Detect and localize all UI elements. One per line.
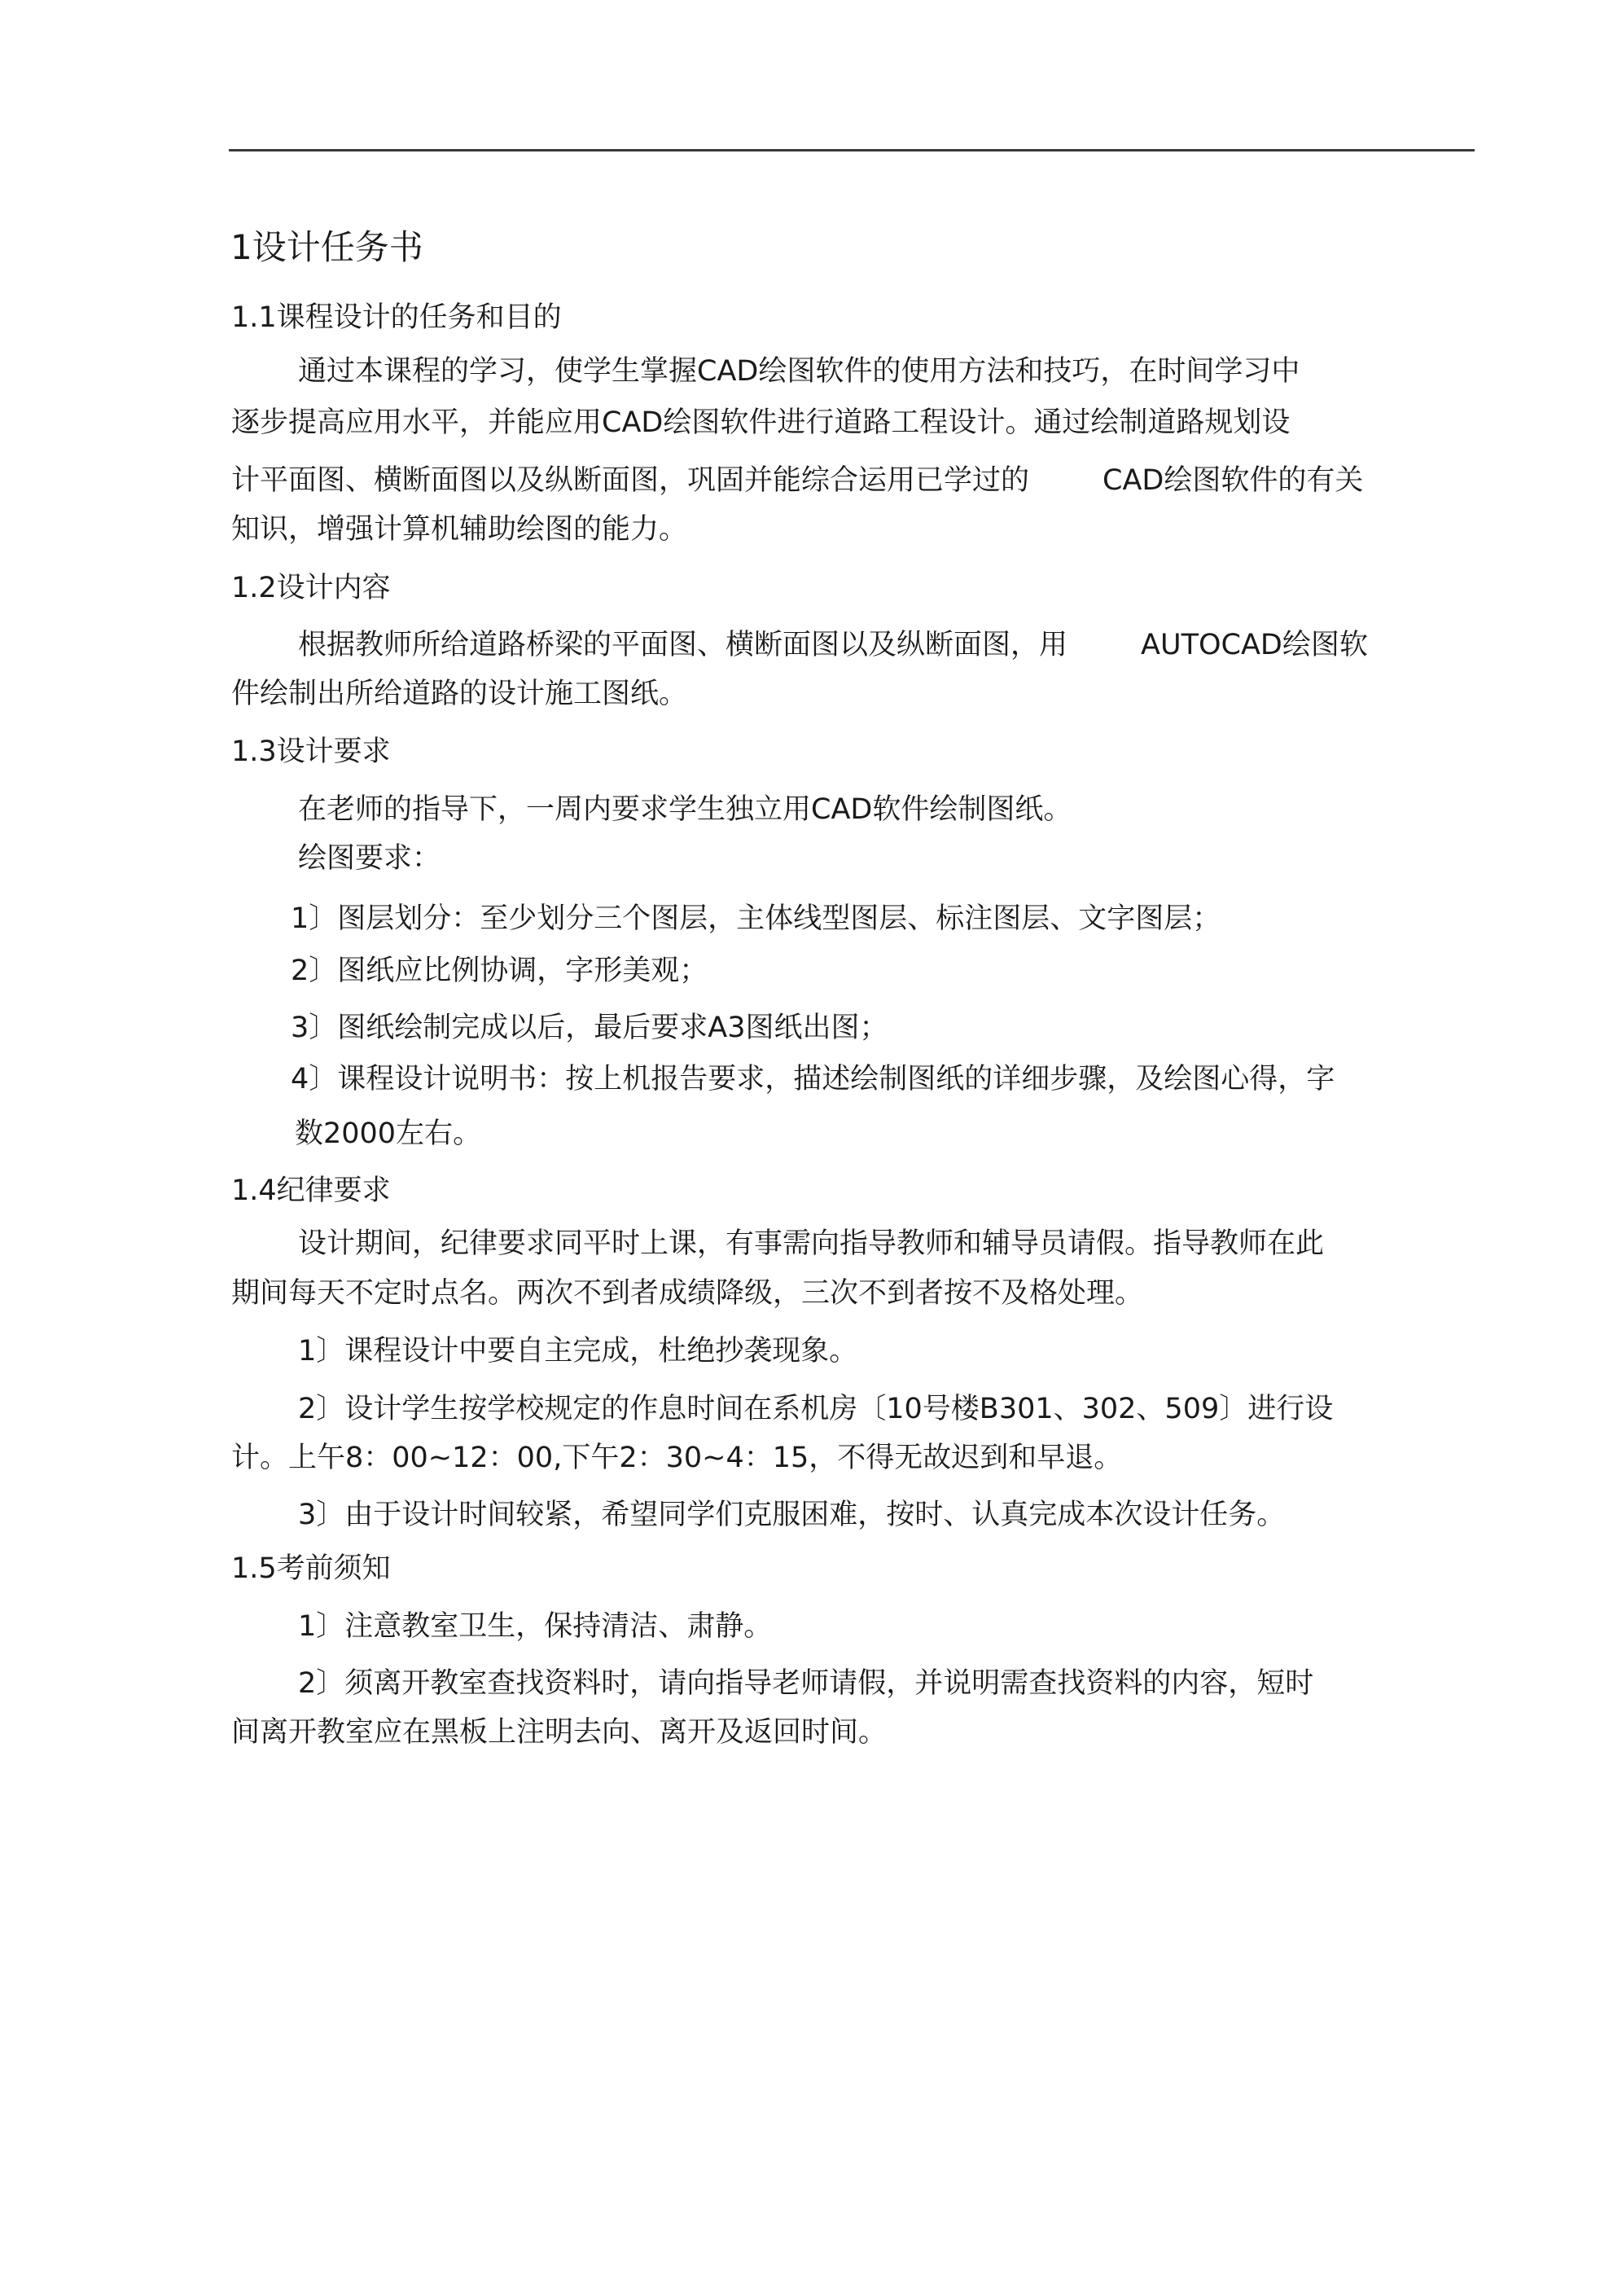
list-item: 2〕图纸应比例协调，字形美观； [291, 955, 708, 987]
list-item: 1〕注意教室卫生，保持清洁、肃静。 [298, 1610, 773, 1643]
paragraph-line-part: AUTOCAD绘图软 [1141, 629, 1368, 661]
paragraph-line: 逐步提高应用水平，并能应用CAD绘图软件进行道路工程设计。通过绘制道路规划设 [231, 406, 1291, 439]
paragraph-line: 件绘制出所给道路的设计施工图纸。 [231, 678, 688, 710]
list-item-continuation: 计。上午8：00~12：00,下午2：30~4：15，不得无故迟到和早退。 [231, 1442, 1123, 1474]
section-heading-1-4: 1.4纪律要求 [231, 1174, 391, 1207]
paragraph-line: 知识，增强计算机辅助绘图的能力。 [231, 513, 688, 546]
section-heading-1-5: 1.5考前须知 [231, 1552, 391, 1585]
section-heading-1-1: 1.1课程设计的任务和目的 [231, 301, 562, 334]
list-item: 2〕设计学生按学校规定的作息时间在系机房〔10号楼B301、302、509〕进行设 [298, 1393, 1334, 1425]
header-rule [229, 149, 1475, 151]
paragraph-line: 通过本课程的学习，使学生掌握CAD绘图软件的使用方法和技巧，在时间学习中 [298, 355, 1300, 388]
paragraph-line-part: CAD绘图软件的有关 [1103, 464, 1364, 497]
paragraph-line: 设计期间，纪律要求同平时上课，有事需向指导教师和辅导员请假。指导教师在此 [298, 1227, 1325, 1260]
paragraph-line-part: 根据教师所给道路桥梁的平面图、横断面图以及纵断面图，用 [298, 629, 1068, 661]
paragraph-line [231, 463, 1363, 498]
paragraph-line-part: 计平面图、横断面图以及纵断面图，巩固并能综合运用已学过的 [231, 464, 1030, 497]
list-item: 2〕须离开教室查找资料时，请向指导老师请假，并说明需查找资料的内容，短时 [298, 1667, 1314, 1700]
paragraph-line: 在老师的指导下，一周内要求学生独立用CAD软件绘制图纸。 [298, 793, 1072, 826]
paragraph-line: 绘图要求： [298, 842, 441, 875]
section-heading-1-2: 1.2设计内容 [231, 572, 391, 604]
list-item: 3〕图纸绘制完成以后，最后要求A3图纸出图； [291, 1012, 888, 1044]
list-item-continuation: 间离开教室应在黑板上注明去向、离开及返回时间。 [231, 1716, 888, 1749]
list-item: 1〕课程设计中要自主完成，杜绝抄袭现象。 [298, 1335, 858, 1368]
section-heading-1-3: 1.3设计要求 [231, 735, 391, 768]
list-item: 1〕图层划分：至少划分三个图层，主体线型图层、标注图层、文字图层； [291, 902, 1221, 935]
list-item: 3〕由于设计时间较紧，希望同学们克服困难，按时、认真完成本次设计任务。 [298, 1499, 1286, 1531]
document-title: 1设计任务书 [230, 227, 423, 267]
list-item-continuation: 数2000左右。 [295, 1117, 482, 1150]
paragraph-line: 期间每天不定时点名。两次不到者成绩降级，三次不到者按不及格处理。 [231, 1277, 1144, 1310]
list-item: 4〕课程设计说明书：按上机报告要求，描述绘制图纸的详细步骤，及绘图心得，字 [291, 1063, 1335, 1095]
paragraph-line [298, 627, 1368, 663]
